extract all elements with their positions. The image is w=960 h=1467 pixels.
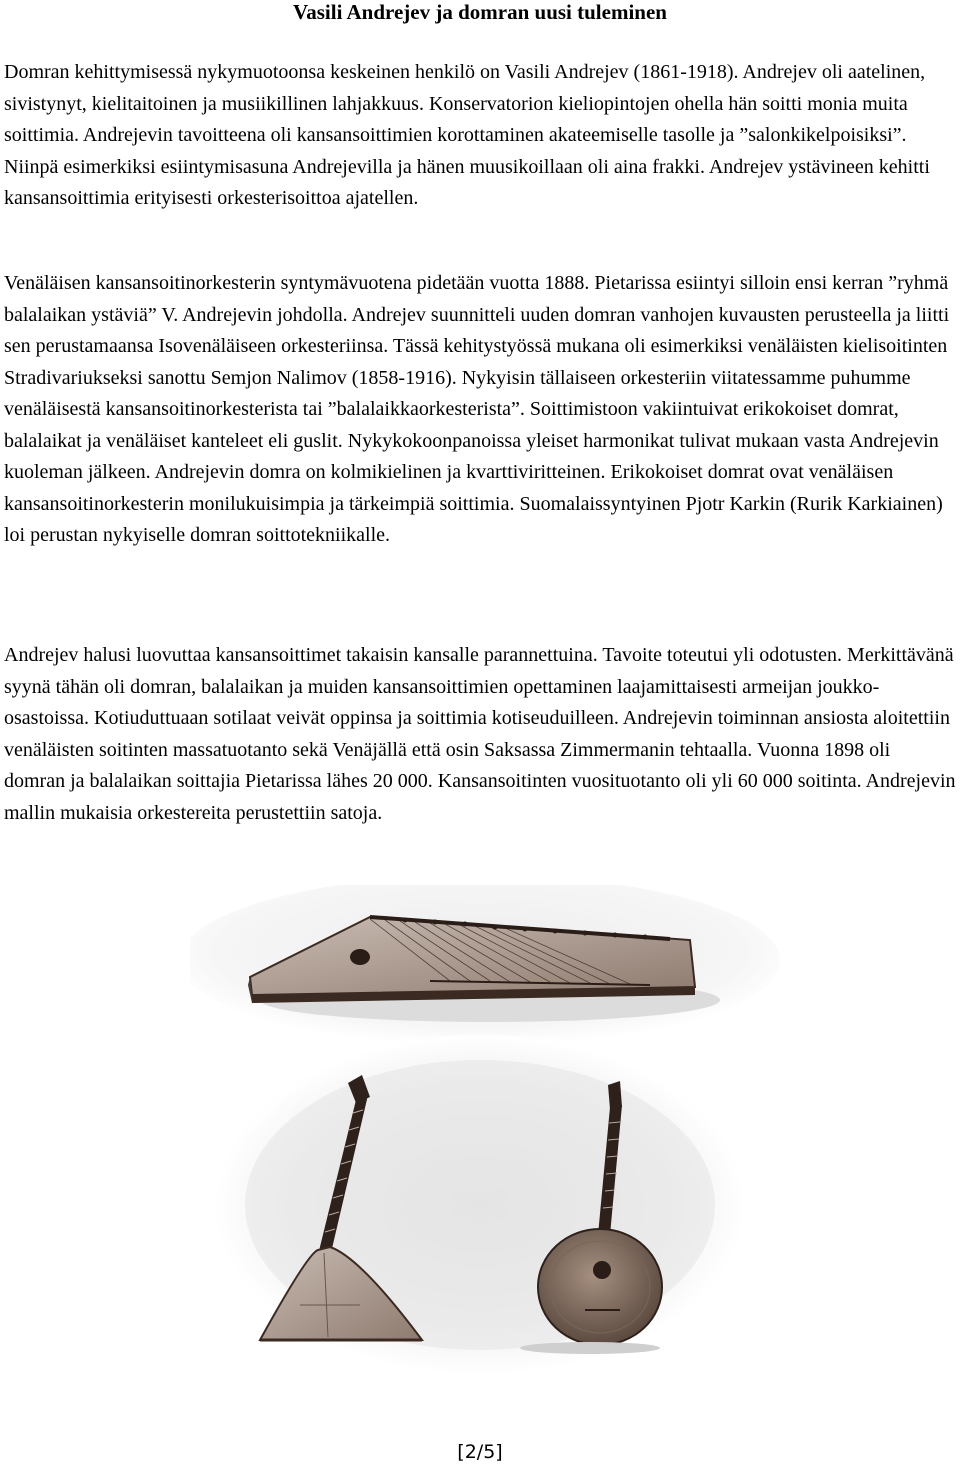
gusli-photo (190, 885, 780, 1045)
balalaika-domra-photo (215, 1035, 745, 1375)
paragraph-2: Venäläisen kansansoitinorkesterin syntymävuotena pidetään vuotta 1888. Pietarissa esiintyi silloin ensi kerran ”ryhmä balalaikan ystäviä” V. Andrejevin johdolla. Andrejev suunnitteli uuden domran vanhojen kuvausten perusteella ja liitti sen perustamaansa Isovenäläiseen orkesteriinsa. Tässä kehitystyössä mukana oli esimerkiksi venäläisten kielisoitinten Stradivariukseksi sanottu Semjon Nalimov (1858-1916). Nykyisin tällaiseen orkesteriin viitatessamme puhumme venäläisestä kansansoitinorkesterista tai ”balalaikkaorkesterista”. Soittimistoon vakiintuivat erikokoiset domrat, balalaikat ja venäläiset kanteleet eli guslit. Nykykokoonpanoissa yleiset harmonikat tulivat mukaan vasta Andrejevin kuoleman jälkeen. Andrejevin domra on kolmikielinen ja kvarttiviritteinen. Erikokoiset domrat ovat venäläisen kansansoitinorkesterin monilukuisimpia ja tärkeimpiä soittimia. Suomalaissyntyinen Pjotr Karkin (Rurik Karkiainen) loi perustan nykyiselle domran soittotekniikalle. (4, 272, 950, 546)
paragraph-1: Domran kehittymisessä nykymuotoonsa keskeinen henkilö on Vasili Andrejev (1861-1918). Andrejev oli aatelinen, sivistynyt, kielitaitoinen ja musiikillinen lahjakkuus. Konservatorion kieliopintojen ohella hän soitti monia muita soittimia. Andrejevin tavoitteena oli kansansoittimien korottaminen akateemiselle tasolle ja ”salonkikelpoisiksi”. Niinpä esimerkiksi esiintymisasuna Andrejevilla ja hänen muusikoillaan oli aina frakki. Andrejev ystävineen kehitti kansansoittimia erityisesti orkesterisoittoa ajatellen. (4, 61, 930, 209)
page-title: Vasili Andrejev ja domran uusi tuleminen (293, 0, 667, 24)
page-number: [2/5] (457, 1441, 503, 1463)
instruments-photo (190, 885, 780, 1385)
paragraph-3: Andrejev halusi luovuttaa kansansoittimet takaisin kansalle parannettuina. Tavoite toteutui yli odotusten. Merkittävänä syynä tähän oli domran, balalaikan ja muiden kansansoittimien opettaminen laajamittaisesti armeijan joukko-osastoissa. Kotiuduttuaan sotilaat veivät oppinsa ja soittimia kotiseuduilleen. Andrejevin toiminnan ansiosta aloitettiin venäläisten soitinten massatuotanto sekä Venäjällä että osin Saksassa Zimmermanin tehtaalla. Vuonna 1898 oli domran ja balalaikan soittajia Pietarissa lähes 20 000. Kansansoitinten vuosituotanto oli yli 60 000 soitinta. Andrejevin mallin mukaisia orkestereita perustettiin satoja. (4, 644, 956, 824)
